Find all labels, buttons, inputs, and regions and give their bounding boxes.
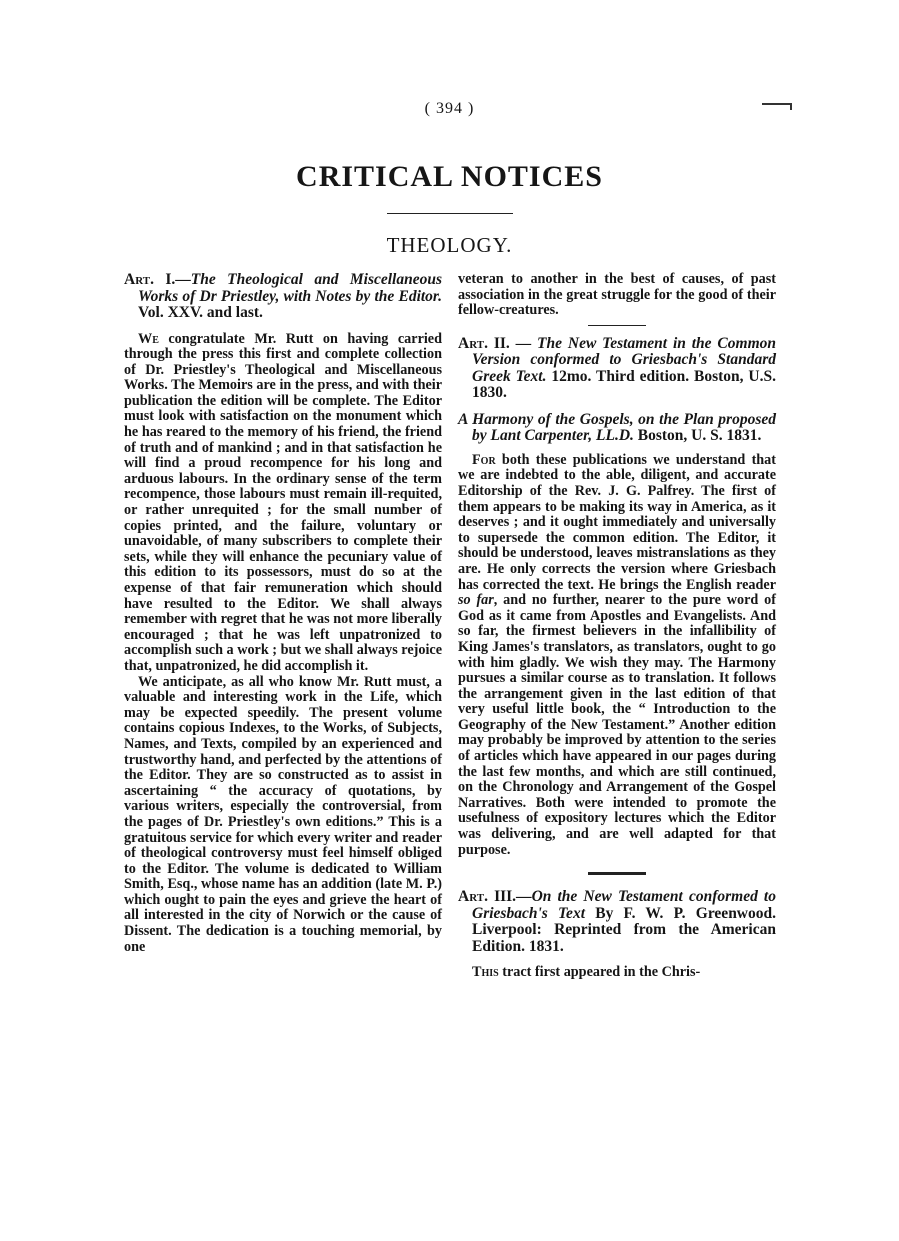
paragraph-text: both these publications we understand that we are indebted to the able, diligent, and accurate Editorship of the Rev. J. G. Palfrey. The first of them appears to be making its way in America, as it deserves ; and it ought immediately and universally to supersede the common edition. The Editor, it should be understood, leaves mistranslations as they are. He only corrects the version where Griesbach has corrected the text. He brings the English reader — [458, 451, 776, 593]
paragraph-dropcap: For — [472, 451, 496, 468]
right-column — [458, 272, 776, 981]
article-divider — [588, 872, 646, 875]
article-2-subheading — [458, 412, 776, 445]
article-2b-meta: Boston, U. S. 1831. — [633, 427, 762, 445]
article-1-paragraph-1 — [124, 332, 442, 675]
article-3-paragraph — [458, 965, 776, 981]
article-3-heading — [458, 889, 776, 955]
article-2-meta: 12mo. Third edition. Boston, U.S. 1830. — [472, 367, 776, 402]
page-number: ( 394 ) — [424, 100, 475, 117]
title-divider — [387, 213, 513, 214]
left-column — [124, 272, 442, 955]
page-title: CRITICAL NOTICES — [296, 160, 603, 193]
paragraph-text: congratulate Mr. Rutt on having carried through the press this first and complete collection of Dr. Priestley's Theological and Miscellaneous Works. The Memoirs are in the press, and with their publication the edition will be complete. The Editor must look with satisfaction on the monument which he has reared to the memory of his friend, the friend of truth and of mankind ; and in that satisfaction he will find a proud recompence for his long and arduous labours. In the ordinary sense of the term recompence, those labours must remain ill-requited, or rather unrequited ; for the small number of copies printed, and the failure, voluntary or unavoidable, of many subscribers to complete their sets, while they will enhance the pecuniary value of this edition to its possessors, must do so at the expense of that fair remuneration which should have resulted to the Editor. We shall always remember with regret that he was not more liberally encouraged ; that he was left unpatronized to accomplish such a work ; but we shall always rejoice that, unpatronized, he did accomplish it. — [124, 330, 442, 674]
article-2-heading — [458, 336, 776, 402]
article-1-title: The Theological and Miscellaneous Works of Dr Priestley, with Notes by the Editor. — [138, 271, 442, 305]
paragraph-dropcap: This — [472, 964, 499, 981]
paragraph-dropcap: We — [138, 330, 159, 347]
article-1-heading — [124, 272, 442, 322]
paragraph-text: tract first appeared in the Chris- — [498, 964, 701, 981]
article-2-label: Art. II. — — [458, 334, 538, 352]
article-3-label: Art. III.— — [458, 888, 532, 906]
paragraph-text: , and no further, nearer to the pure word of God as it came from Apostles and Evangelists. And so far, the firmest believers in the infallibility of King James's translators, as translators, ought to go with him gladly. We wish they may. The Harmony pursues a similar course as to translation. It follows the arrangement given in the last edition of that very useful little book, the “ Introduction to the Geography of the New Testament.” Another edition may probably be improved by attention to the series of articles which have appeared in our pages during the last few months, and which are still continued, on the Chronology and Arrangement of the Gospel Narratives. Both were intended to promote the usefulness of expository lectures which the Editor was delivering, and are well adapted for that purpose. — [458, 592, 776, 858]
article-2-title: The New Testament in the Common Version conformed to Griesbach's Standard Greek Text. — [472, 334, 777, 385]
article-3-meta: By F. W. P. Greenwood. Liverpool: Reprinted from the American Edition. 1831. — [472, 904, 776, 955]
article-3-title: On the New Testament conformed to Griesbach's Text — [472, 888, 776, 922]
section-title: THEOLOGY. — [386, 233, 513, 257]
article-divider — [588, 325, 646, 326]
paragraph-emphasis: so far — [458, 592, 494, 609]
article-1-meta: Vol. XXV. and last. — [138, 304, 263, 321]
article-1-label: Art. I.— — [124, 271, 191, 288]
scan-corner-mark — [762, 103, 792, 110]
article-1-continuation: veteran to another in the best of causes, of past association in the great struggle for the good of their fellow-creatures. — [458, 271, 776, 319]
article-2-paragraph — [458, 453, 776, 858]
article-1-paragraph-2: We anticipate, as all who know Mr. Rutt must, a valuable and interesting work in the Life, which may be expected speedily. The present volume contains copious Indexes, to the Works, of Subjects, Names, and Texts, compiled by an experienced and trustworthy hand, and perfected by the attentions of the Editor. They are so constructed as to assist in ascertaining “ the accuracy of quotations, by various writers, especially the controversial, from the pages of Dr. Priestley's own editions.” This is a gratuitous service for which every writer and reader of theological controversy must feel himself obliged to the Editor. The volume is dedicated to William Smith, Esq., whose name has an addition (late M. P.) which ought to pain the eyes and grieve the heart of all interested in the city of Norwich or the cause of Dissent. The dedication is a touching memorial, by one — [124, 673, 442, 955]
article-2b-title: A Harmony of the Gospels, on the Plan proposed by Lant Carpenter, LL.D. — [458, 410, 776, 445]
